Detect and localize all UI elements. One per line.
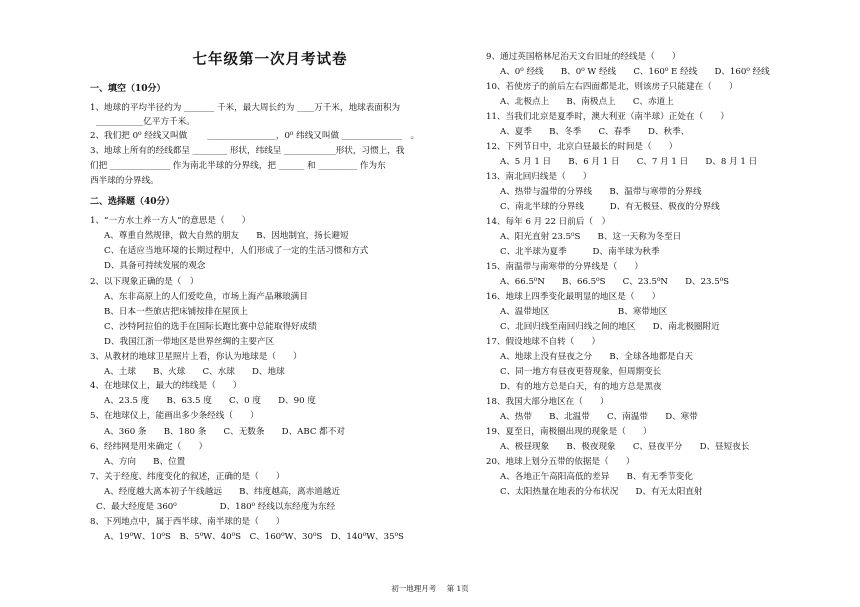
question: 14、每年 6 月 22 日前后（ ） — [486, 217, 611, 227]
question: 16、地球上四季变化最明显的地区是（ ） — [486, 292, 661, 302]
question: 13、南北回归线是（ ） — [486, 172, 592, 182]
fill-line: 们把 ______________ 作为南北半球的分界线，把 ______ 和 _________ 作为东 — [90, 161, 386, 171]
option-line: A、23.5 度 B、63.5 度 C、0 度 D、90 度 — [104, 396, 316, 406]
option-line: A、尊重自然规律，做大自然的朋友 B、因地制宜，扬长避短 — [104, 231, 349, 241]
fill-line: ___________亿平方千米。 — [96, 117, 195, 127]
option-line: A、地球上没有昼夜之分 B、全球各地都是白天 — [500, 352, 693, 362]
option-line: D、我国江浙一带地区是世界丝绸的主要产区 — [104, 337, 275, 347]
option-line: A、热带与温带的分界线 B、温带与寒带的分界线 — [500, 187, 702, 197]
section1-heading: 一、填空（10分） — [90, 84, 166, 94]
option-line: A、0⁰ 经线 B、0⁰ W 经线 C、160⁰ E 经线 D、160⁰ 经线 — [500, 67, 770, 77]
fill-line: 2、我们把 0⁰ 经线又叫做 ________________，0⁰ 纬线又叫做 ______________ 。 — [90, 131, 420, 141]
option-line: A、方向 B、位置 — [104, 457, 186, 467]
option-line: A、极昼现象 B、极夜现象 C、昼夜平分 D、昼短夜长 — [500, 442, 750, 452]
question: 9、通过英国格林尼治天文台旧址的经线是（ ） — [486, 52, 681, 62]
option-line: C、最大经度是 360⁰ D、180⁰ 经线以东经度为东经 — [96, 502, 336, 512]
option-line: C、沙特阿拉伯的选手在国际长跑比赛中总能取得好成绩 — [104, 322, 317, 332]
fill-line: 3、地球上所有的经线都呈 ________ 形状，纬线呈 ____________形状，习惯上，我 — [90, 146, 405, 156]
question: 10、若使房子的前后左右四面都是北，则该房子只能建在（ ） — [486, 82, 738, 92]
option-line: C、同一地方有昼夜更替现象，但周期变长 — [500, 367, 662, 377]
question: 3、从教材的地球卫星照片上看，你认为地球是（ ） — [90, 352, 302, 362]
fill-line: 西半球的分界线。 — [90, 176, 159, 186]
option-line: A、热带 B、北温带 C、南温带 D、寒带 — [500, 412, 698, 422]
option-line: C、南北半球的分界线 D、有无极昼、极夜的分界线 — [500, 202, 720, 212]
question: 4、在地球仪上，最大的纬线是（ ） — [90, 381, 242, 391]
option-line: A、360 条 B、180 条 C、无数条 D、ABC 都不对 — [104, 427, 345, 437]
question: 7、关于经度、纬度变化的叙述，正确的是（ ） — [90, 472, 285, 482]
section2-heading: 二、选择题（40分） — [90, 197, 175, 207]
option-line: A、东非高原上的人们爱吃鱼，市场上海产品琳琅满目 — [104, 292, 308, 302]
footer-course: 初一地理月考 — [391, 584, 437, 593]
question: 18、我国大部分地区在（ ） — [486, 397, 609, 407]
question: 11、当我们北京是夏季时，澳大利亚（南半球）正处在（ ） — [486, 112, 729, 122]
option-line: A、土球 B、火球 C、水球 D、地球 — [104, 367, 285, 377]
option-line: A、各地正午高阳高低的差异 B、有无季节变化 — [500, 472, 693, 482]
option-line: A、夏季 B、冬季 C、春季 D、秋季、 — [500, 127, 690, 137]
fill-line: 1、地球的平均半径约为 _______ 千米，最大周长约为 ____万千米，地球表面积为 — [90, 103, 401, 113]
option-line: C、北回归线至南回归线之间的地区 D、南北极圈附近 — [500, 322, 720, 332]
option-line: B、日本一些旅店把床铺按排在屋顶上 — [104, 307, 248, 317]
question: 17、假设地球不自转（ ） — [486, 337, 601, 347]
option-line: A、温带地区 B、寒带地区 — [500, 307, 668, 317]
option-line: A、经度越大离本初子午线越远 B、纬度越高，离赤道越近 — [104, 487, 340, 497]
page-footer — [0, 584, 860, 594]
option-line: A、阳光直射 23.5⁰S B、这一天称为冬至日 — [500, 232, 682, 242]
option-line: D、有的地方总是白天，有的地方总是黑夜 — [500, 382, 662, 392]
option-line: C、太阳热量在地表的分布状况 D、有无太阳直射 — [500, 487, 703, 497]
question: 15、南温带与南寒带的分界线是（ ） — [486, 262, 644, 272]
footer-page-number: 第 1页 — [446, 584, 469, 593]
question: 12、下列节日中，北京白昼最长的时间是（ ） — [486, 142, 678, 152]
question: 6、经纬网是用来确定（ ） — [90, 442, 208, 452]
option-line: C、在适应当地环境的长期过程中，人们形成了一定的生活习惯和方式 — [104, 246, 369, 256]
option-line: C、北半球为夏季 D、南半球为秋季 — [500, 247, 660, 257]
question: 20、地球上划分五带的依据是（ ） — [486, 457, 635, 467]
question: 19、夏至日，南极圈出现的现象是（ ） — [486, 427, 652, 437]
question: 8、下列地点中，属于西半球、南半球的是（ ） — [90, 517, 285, 527]
option-line: D、具备可持续发展的观念 — [104, 261, 206, 271]
question: 5、在地球仪上，能画出多少条经线（ ） — [90, 411, 259, 421]
exam-title: 七年级第一次月考试卷 — [192, 51, 348, 68]
question: 1、“一方水土养一方人”的意思是（ ） — [90, 216, 251, 226]
option-line: A、5 月 1 日 B、6 月 1 日 C、7 月 1 日 D、8 月 1 日 — [500, 157, 758, 167]
question: 2、以下现象正确的是（ ） — [90, 277, 199, 287]
option-line: A、北极点上 B、南极点上 C、赤道上 — [500, 97, 674, 107]
option-line: A、66.5⁰N B、66.5⁰S C、23.5⁰N D、23.5⁰S — [500, 277, 730, 287]
option-line: A、19⁰W、10⁰S B、5⁰W、40⁰S C、160⁰W、30⁰S D、140⁰W、35⁰S — [104, 532, 404, 542]
